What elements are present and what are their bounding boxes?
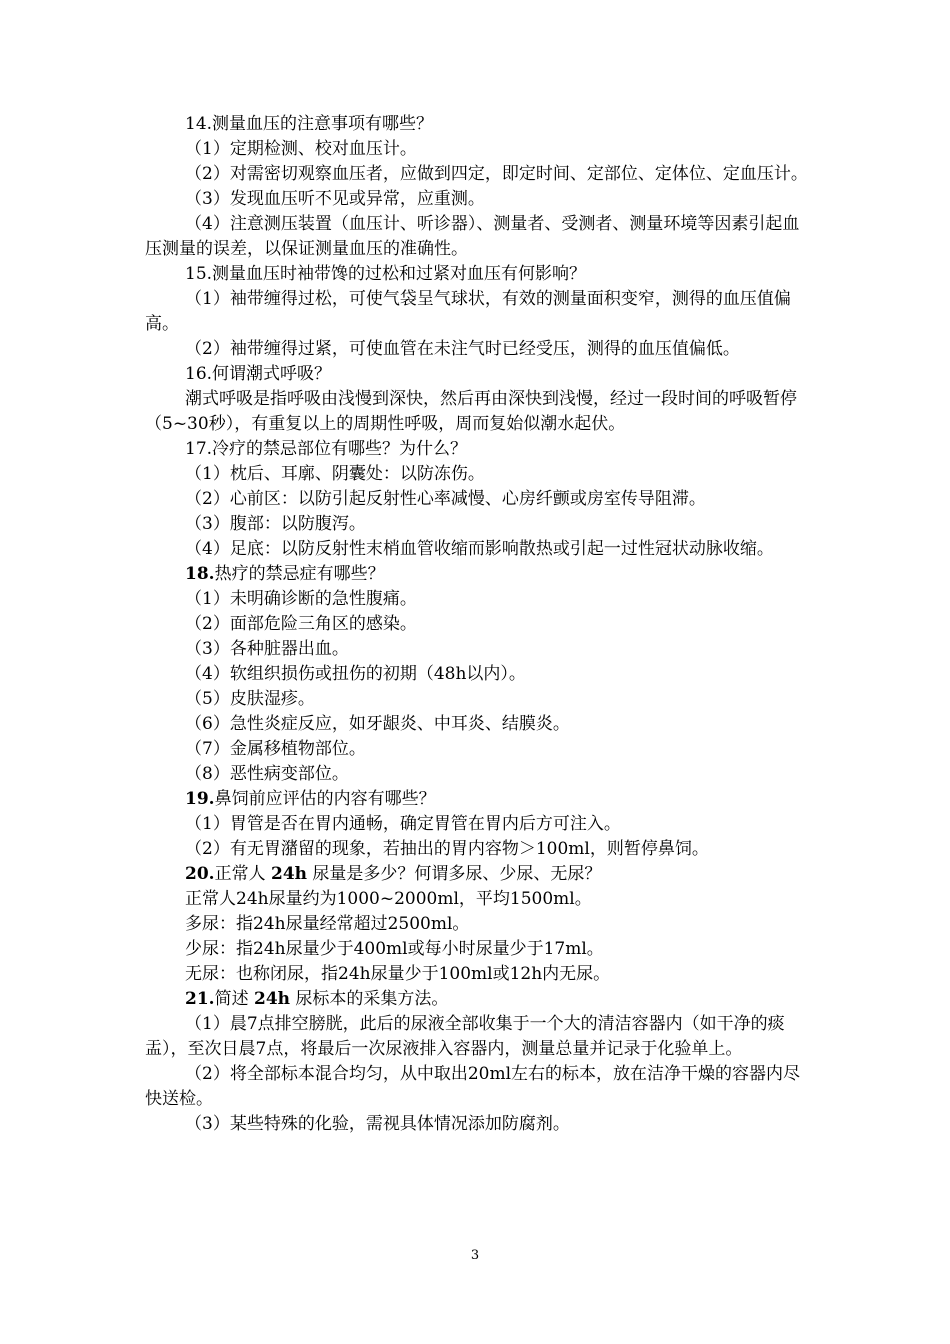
answer-line: （2）对需密切观察血压者，应做到四定，即定时间、定部位、定体位、定血压计。 <box>185 164 808 184</box>
answer-line: （2）将全部标本混合均匀，从中取出20ml左右的标本，放在洁净干燥的容器内尽快送检。 <box>145 1064 801 1109</box>
question-number: 20. <box>185 864 215 884</box>
answer-line: （1）定期检测、校对血压计。 <box>185 139 417 159</box>
question-heading: 16.何谓潮式呼吸？ <box>185 364 332 384</box>
answer-line: 多尿：指24h尿量经常超过2500ml。 <box>185 914 470 934</box>
question-text: 正常人 <box>214 864 266 884</box>
question-heading <box>145 987 809 1012</box>
answer-line: （1）枕后、耳廓、阴囊处：以防冻伤。 <box>185 464 485 484</box>
answer-line: 潮式呼吸是指呼吸由浅慢到深快，然后再由深快到浅慢，经过一段时间的呼吸暂停（5~30秒），有重复以上的周期性呼吸，周而复始似潮水起伏。 <box>145 389 797 434</box>
answer-line: （3）各种脏器出血。 <box>185 639 349 659</box>
question-heading <box>145 787 809 812</box>
answer-line: （8）恶性病变部位。 <box>185 764 349 784</box>
question-text: 热疗的禁忌症有哪些？ <box>214 564 385 584</box>
answer-line: 无尿：也称闭尿，指24h尿量少于100ml或12h内无尿。 <box>185 964 611 984</box>
answer-line: （2）袖带缠得过紧，可使血管在未注气时已经受压，测得的血压值偏低。 <box>185 339 740 359</box>
question-heading: 15.测量血压时袖带馋的过松和过紧对血压有何影响？ <box>185 264 587 284</box>
question-text: 尿标本的采集方法。 <box>295 989 449 1009</box>
answer-line: （3）某些特殊的化验，需视具体情况添加防腐剂。 <box>185 1114 570 1134</box>
question-number: 19. <box>185 789 215 809</box>
answer-line: （4）注意测压装置（血压计、听诊器）、测量者、受测者、测量环境等因素引起血压测量的误差，以保证测量血压的准确性。 <box>145 214 800 259</box>
answer-line: 正常人24h尿量约为1000~2000ml，平均1500ml。 <box>185 889 592 909</box>
answer-line: （4）足底：以防反射性末梢血管收缩而影响散热或引起一过性冠状动脉收缩。 <box>185 539 774 559</box>
answer-line: （7）金属移植物部位。 <box>185 739 366 759</box>
question-heading <box>145 862 809 887</box>
answer-line: （2）面部危险三角区的感染。 <box>185 614 417 634</box>
answer-line: （3）发现血压听不见或异常，应重测。 <box>185 189 485 209</box>
answer-line: （6）急性炎症反应，如牙龈炎、中耳炎、结膜炎。 <box>185 714 570 734</box>
question-number: 21. <box>185 989 215 1009</box>
answer-line: （1）胃管是否在胃内通畅，确定胃管在胃内后方可注入。 <box>185 814 621 834</box>
bold-term: 24h <box>270 864 308 884</box>
question-heading: 17.冷疗的禁忌部位有哪些？为什么？ <box>185 439 468 459</box>
answer-line: （1）晨7点排空膀胱，此后的尿液全部收集于一个大的清洁容器内（如干净的痰盂），至次日晨7点，将最后一次尿液排入容器内，测量总量并记录于化验单上。 <box>145 1014 785 1059</box>
question-heading: 14.测量血压的注意事项有哪些？ <box>185 114 434 134</box>
answer-line: （3）腹部：以防腹泻。 <box>185 514 366 534</box>
answer-line: （4）软组织损伤或扭伤的初期（48h以内）。 <box>185 664 526 684</box>
page-number: 3 <box>470 1248 480 1263</box>
question-number: 18. <box>185 564 215 584</box>
answer-line: 少尿：指24h尿量少于400ml或每小时尿量少于17ml。 <box>185 939 604 959</box>
page-content <box>145 112 809 1137</box>
answer-line: （2）有无胃潴留的现象，若抽出的胃内容物＞100ml，则暂停鼻饲。 <box>185 839 709 859</box>
question-heading <box>145 562 809 587</box>
question-text: 简述 <box>214 989 249 1009</box>
bold-term: 24h <box>253 989 291 1009</box>
answer-line: （2）心前区：以防引起反射性心率减慢、心房纤颤或房室传导阻滞。 <box>185 489 706 509</box>
question-text: 鼻饲前应评估的内容有哪些？ <box>214 789 436 809</box>
answer-line: （5）皮肤湿疹。 <box>185 689 315 709</box>
answer-line: （1）未明确诊断的急性腹痛。 <box>185 589 417 609</box>
answer-line: （1）袖带缠得过松，可使气袋呈气球状，有效的测量面积变窄，测得的血压值偏高。 <box>145 289 791 334</box>
question-text: 尿量是多少？何谓多尿、少尿、无尿？ <box>312 864 602 884</box>
